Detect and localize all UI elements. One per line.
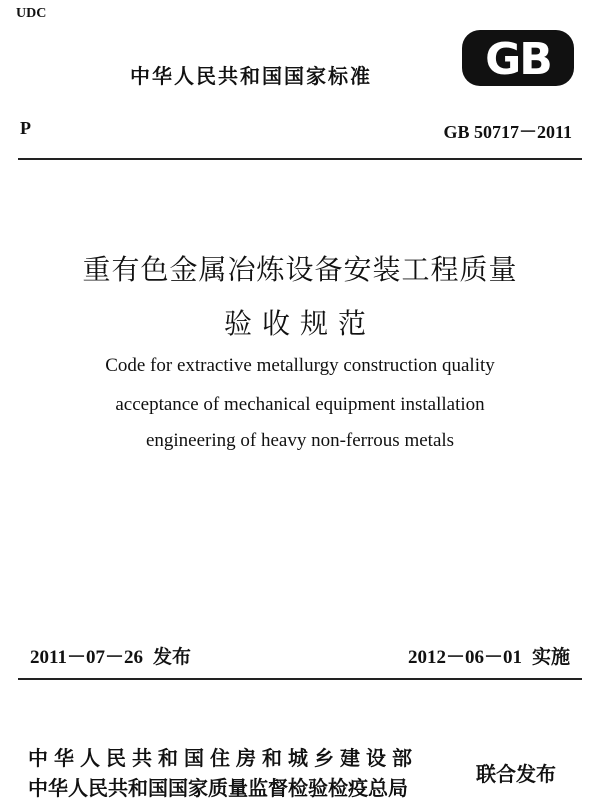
joint-issue-label: 联合发布 [476, 762, 556, 786]
title-english-line3: engineering of heavy non-ferrous metals [145, 430, 455, 451]
issue-date: 2011－07－26 [30, 647, 143, 668]
standard-category-title: 中华人民共和国国家标准 [130, 64, 372, 88]
issuer-ministry: 中华人民共和国住房和城乡建设部 [28, 746, 418, 770]
bottom-divider [18, 678, 582, 680]
standard-number: GB 50717－2011 [443, 122, 572, 142]
udc-label: UDC [16, 6, 47, 21]
effective-date-block [408, 642, 570, 669]
issue-date-block [30, 642, 191, 669]
effective-date: 2012－06－01 [407, 647, 522, 668]
gb-logo [462, 30, 574, 86]
issuer-aqsiq: 中华人民共和国国家质量监督检验检疫总局 [28, 776, 408, 800]
effective-label: 实施 [531, 646, 570, 668]
title-chinese-line2: 验收规范 [223, 307, 376, 340]
title-english-line2: acceptance of mechanical equipment installation [115, 394, 485, 415]
title-chinese-line1: 重有色金属冶炼设备安装工程质量 [82, 253, 518, 286]
gb-logo-text: GB [485, 34, 551, 85]
title-english-line1: Code for extractive metallurgy construction quality [105, 355, 495, 376]
top-divider [18, 158, 582, 160]
issue-label: 发布 [152, 646, 191, 668]
classification-code: P [20, 118, 31, 138]
